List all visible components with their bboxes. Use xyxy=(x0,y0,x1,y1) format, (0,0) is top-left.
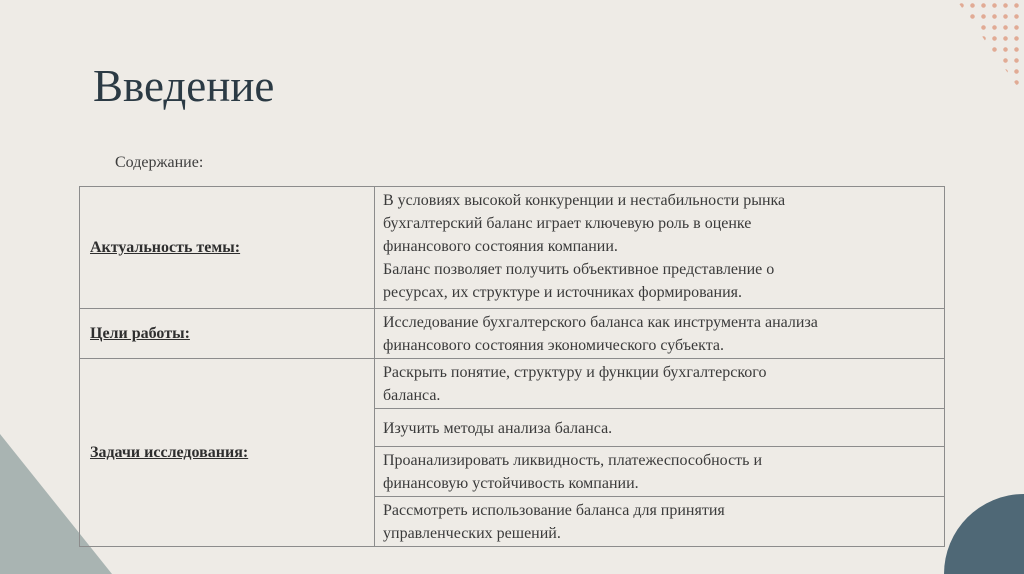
task-line: управленческих решений. xyxy=(383,525,561,542)
slide-title: Введение xyxy=(93,61,275,111)
relevance-label: Актуальность темы: xyxy=(80,187,375,309)
table-row-relevance xyxy=(80,187,945,309)
relevance-line: Баланс позволяет получить объективное представление о xyxy=(383,261,775,278)
relevance-line: В условиях высокой конкуренции и нестабильности рынка xyxy=(383,192,786,209)
tasks-label: Задачи исследования: xyxy=(80,359,375,547)
relevance-text xyxy=(375,187,945,309)
goals-text xyxy=(375,309,945,359)
contents-table xyxy=(79,186,945,547)
contents-label: Содержание: xyxy=(115,154,204,171)
goals-line: Исследование бухгалтерского баланса как инструмента анализа xyxy=(383,314,818,331)
table-row-goals xyxy=(80,309,945,359)
task-line: баланса. xyxy=(383,387,441,404)
task-item xyxy=(375,447,945,497)
relevance-line: финансового состояния компании. xyxy=(383,238,618,255)
task-line: Раскрыть понятие, структуру и функции бухгалтерского xyxy=(383,364,767,381)
table-row-task-1 xyxy=(80,359,945,409)
goals-line: финансового состояния экономического субъекта. xyxy=(383,337,724,354)
decorative-circle xyxy=(944,494,1024,574)
task-line: финансовую устойчивость компании. xyxy=(383,475,639,492)
relevance-line: ресурсах, их структуре и источниках формирования. xyxy=(383,284,743,301)
task-line: Изучить методы анализа баланса. xyxy=(383,419,613,437)
decorative-dots-pattern xyxy=(934,0,1024,96)
task-item xyxy=(375,409,945,447)
task-line: Рассмотреть использование баланса для принятия xyxy=(383,502,725,519)
task-line: Проанализировать ликвидность, платежеспособность и xyxy=(383,452,763,469)
task-item xyxy=(375,497,945,547)
task-item xyxy=(375,359,945,409)
relevance-line: бухгалтерский баланс играет ключевую роль в оценке xyxy=(383,215,752,232)
goals-label: Цели работы: xyxy=(80,309,375,359)
